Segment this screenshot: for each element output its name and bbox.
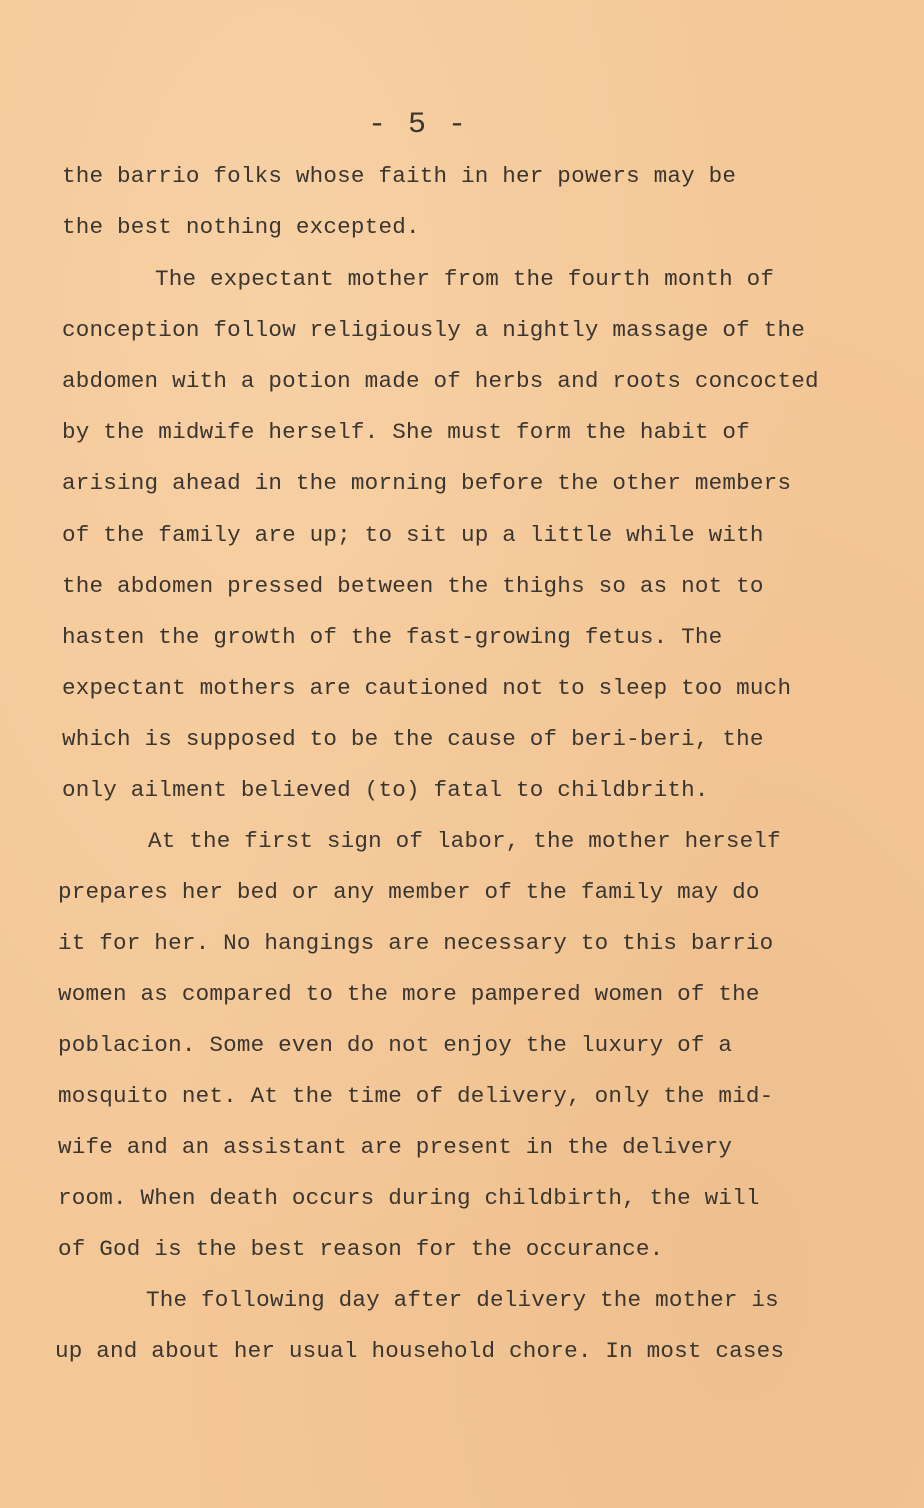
text-line: of the family are up; to sit up a little while with [62,522,764,548]
text-line: The expectant mother from the fourth month of [155,266,775,292]
text-line: arising ahead in the morning before the other members [62,470,792,496]
text-line: The following day after delivery the mother is [146,1287,779,1313]
text-line: the abdomen pressed between the thighs so as not to [62,573,764,599]
text-line: the barrio folks whose faith in her powers may be [62,163,737,189]
text-line: poblacion. Some even do not enjoy the luxury of a [58,1032,733,1058]
text-line: up and about her usual household chore. In most cases [55,1338,785,1364]
text-line: conception follow religiously a nightly massage of the [62,317,805,343]
text-line: of God is the best reason for the occurance. [58,1236,664,1262]
text-line: only ailment believed (to) fatal to childbrith. [62,777,709,803]
text-line: prepares her bed or any member of the family may do [58,879,760,905]
text-line: by the midwife herself. She must form the habit of [62,419,750,445]
text-line: the best nothing excepted. [62,214,420,240]
text-line: At the first sign of labor, the mother herself [148,828,781,854]
text-line: expectant mothers are cautioned not to sleep too much [62,675,792,701]
page-number: - 5 - [367,108,468,142]
text-line: hasten the growth of the fast-growing fetus. The [62,624,723,650]
text-line: wife and an assistant are present in the delivery [58,1134,733,1160]
text-line: it for her. No hangings are necessary to this barrio [58,930,774,956]
text-line: room. When death occurs during childbirth, the will [58,1185,760,1211]
text-line: women as compared to the more pampered women of the [58,981,760,1007]
text-line: abdomen with a potion made of herbs and roots concocted [62,368,819,394]
text-line: mosquito net. At the time of delivery, only the mid- [58,1083,774,1109]
text-line: which is supposed to be the cause of beri-beri, the [62,726,764,752]
